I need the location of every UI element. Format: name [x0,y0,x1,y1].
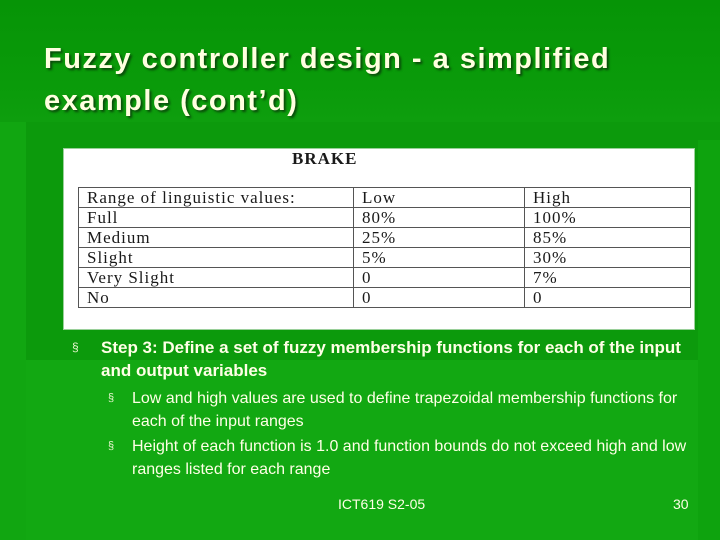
column-header-high: High [525,188,691,208]
cell-range: Full [79,208,354,228]
bullet-item [72,336,692,382]
cell-range: Slight [79,248,354,268]
table-row [79,268,691,288]
sub-bullets [108,387,700,483]
cell-range: Very Slight [79,268,354,288]
cell-high: 100% [525,208,691,228]
brake-table [78,187,691,308]
sub-bullet-item [108,387,700,433]
cell-low: 0 [354,268,525,288]
table-row [79,288,691,308]
table-row [79,228,691,248]
sub-bullet-text: Height of each function is 1.0 and function bounds do not exceed high and low ranges listed for each range [132,438,687,478]
cell-low: 5% [354,248,525,268]
cell-high: 0 [525,288,691,308]
bullet-marker-icon: § [108,392,115,404]
table-header-row [79,188,691,208]
bullet-marker-icon: § [108,440,115,452]
cell-high: 30% [525,248,691,268]
left-band [0,122,26,540]
table-row [79,208,691,228]
cell-range: Medium [79,228,354,248]
table-caption: BRAKE [292,149,358,168]
cell-low: 0 [354,288,525,308]
slide-title-line-2: example (cont’d) [44,85,299,117]
cell-high: 7% [525,268,691,288]
main-bullet [72,336,692,382]
slide-title [44,38,704,122]
brake-table-image [64,149,694,329]
bullet-text: Step 3: Define a set of fuzzy membership functions for each of the input and output variables [101,338,681,380]
footer-course-code: ICT619 S2-05 [338,496,426,512]
slide-title-line-1: Fuzzy controller design - a simplified [44,43,611,75]
footer-page-number: 30 [673,496,689,512]
cell-range: No [79,288,354,308]
table-row [79,248,691,268]
cell-low: 80% [354,208,525,228]
sub-bullet-text: Low and high values are used to define trapezoidal membership functions for each of the input ranges [132,390,678,430]
cell-high: 85% [525,228,691,248]
column-header-low: Low [354,188,525,208]
cell-low: 25% [354,228,525,248]
bullet-marker-icon: § [72,340,79,354]
right-band [698,140,720,540]
sub-bullet-item [108,435,700,481]
column-header-range: Range of linguistic values: [79,188,354,208]
